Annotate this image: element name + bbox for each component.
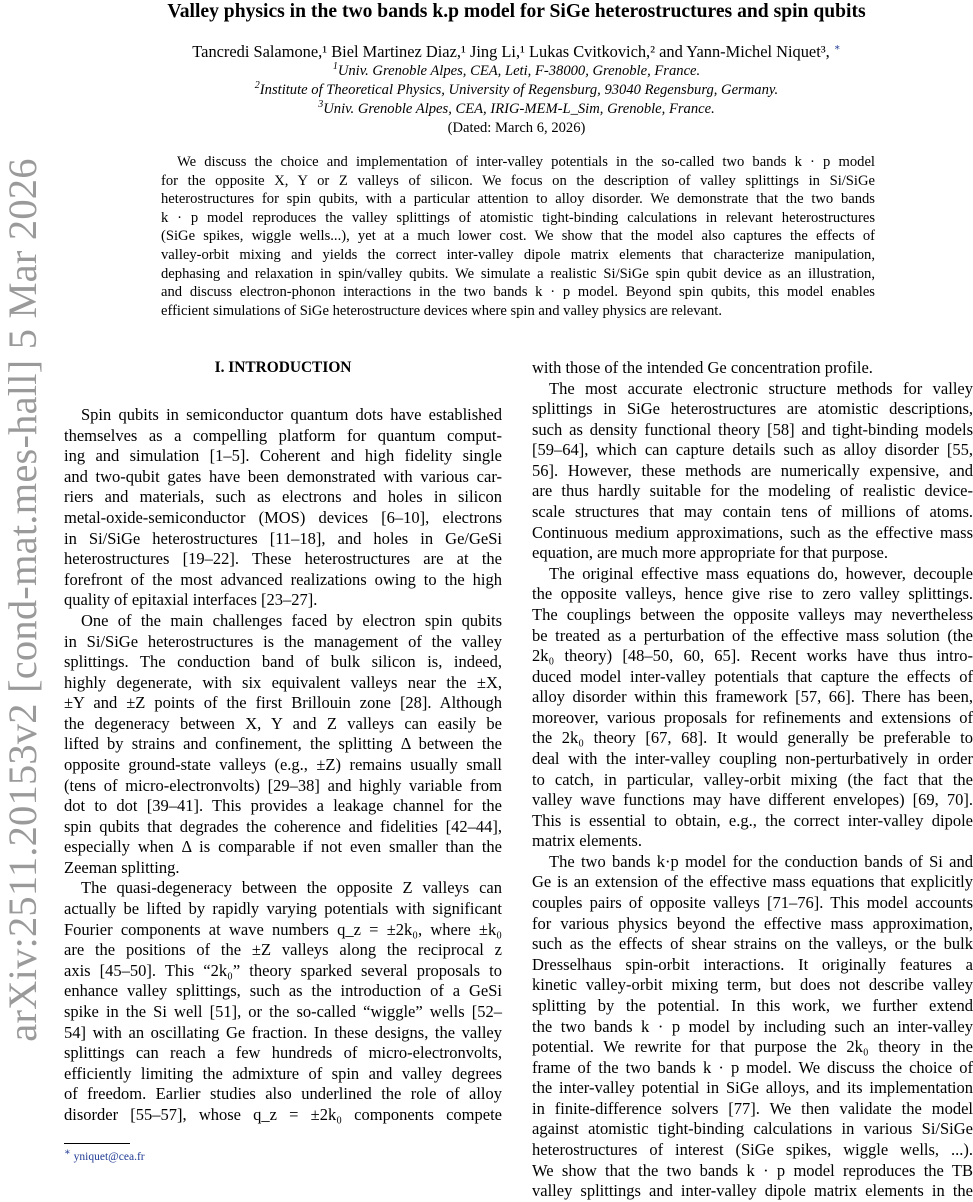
body-line: be treated as a perturbation of the effective mass solution (the (532, 625, 973, 645)
arxiv-stamp: arXiv:2511.20153v2 [cond-mat.mes-hall] 5 Mar 2026 (0, 158, 45, 1042)
footnote (64, 1147, 145, 1164)
abstract-line: efficient simulations of SiGe heterostructure devices where spin and valley physics are relevant. (161, 302, 722, 319)
body-line: such as the effects of shear strains on the valleys, or the bulk (532, 934, 973, 954)
body-line: 56]. However, these methods are numerically expensive, and (532, 460, 973, 480)
body-line: matrix elements. (532, 831, 642, 851)
left-column (64, 358, 502, 1125)
body-line: The two bands k·p model for the conduction bands of Si and (549, 851, 973, 871)
body-line: Continuous medium approximations, such as the effective mass (532, 522, 973, 542)
body-line: opposite ground-state valleys (e.g., ±Z) remains usually small (64, 754, 502, 774)
body-line: lifted by strains and confinement, the splitting Δ between the (64, 734, 502, 754)
body-line: axis [45–50]. This “2k₀” theory sparked several proposals to (64, 960, 502, 980)
body-line: Ge is an extension of the effective mass equations that explicitly (532, 872, 973, 892)
body-line: The quasi-degeneracy between the opposite Z valleys can (81, 878, 502, 898)
body-line: splitting by the potential. In this work, we further extend (532, 995, 973, 1015)
body-line: frame of the two bands k · p model. We discuss the choice of (532, 1057, 973, 1077)
body-line: enhance valley splittings, such as the introduction of a GeSi (64, 981, 502, 1001)
body-line: metal-oxide-semiconductor (MOS) devices [6–10], electrons (64, 508, 502, 528)
body-line: the two bands k · p model by including such an inter-valley (532, 1016, 973, 1036)
body-line: ing and simulation [1–5]. Coherent and high fidelity single (64, 446, 502, 466)
body-line: in Si/SiGe heterostructures is the management of the valley (64, 631, 502, 651)
body-line: splittings. The conduction band of bulk silicon is, indeed, (64, 652, 502, 672)
body-line: the inter-valley potential in SiGe alloys, and its implementation (532, 1078, 973, 1098)
body-line: deal with the inter-valley coupling non-perturbatively in order (532, 748, 973, 768)
body-line: are thus hardly suitable for the modeling of realistic device- (532, 481, 973, 501)
affiliation-2: $^2$Institute of Theoretical Physics, University of Regensburg, 93040 Regensburg, Germany. (254, 80, 779, 98)
abstract-line: heterostructures for spin qubits, with a particular attention to alloy disorder. We demonstrate that the two bands (161, 191, 875, 208)
body-line: especially when Δ is comparable if not even smaller than the (64, 837, 502, 857)
author-names: Tancredi Salamone,¹ Biel Martinez Diaz,¹ Jing Li,¹ Lukas Cvitkovich,² and Yann-Michel Niquet³, (192, 42, 830, 61)
body-line: heterostructures [19–22]. These heterostructures are at the (64, 549, 502, 569)
abstract-line: (SiGe spikes, wiggle wells...), yet at a much lower cost. We show that the model also captures the effects of (161, 228, 875, 245)
body-line: forefront of the most advanced realizations owing to the high (64, 569, 502, 589)
body-line: Dresselhaus spin-orbit interactions. It originally features a (532, 954, 973, 974)
body-line: such as density functional theory [58] and tight-binding models (532, 419, 973, 439)
body-line: kinetic valley-orbit mixing term, but does not describe valley (532, 975, 973, 995)
body-line: spike in the Si well [51], or the so-called “wiggle” wells [52– (64, 1001, 502, 1021)
body-line: Zeeman splitting. (64, 857, 180, 877)
abstract-line: k · p model reproduces the valley splittings of atomistic tight-binding calculations in relevant heterostructures (161, 209, 875, 226)
abstract-line: We discuss the choice and implementation of inter-valley potentials in the so-called two bands k · p model (177, 154, 875, 170)
body-line: for various physics beyond the effective mass approximation, (532, 913, 973, 933)
body-line: disorder [55–57], whose q_z = ±2k₀ components compete (64, 1104, 502, 1124)
body-line: The original effective mass equations do, however, decouple (549, 563, 973, 583)
body-line: The couplings between the opposite valleys may nevertheless (532, 604, 973, 624)
abstract-line: valley-orbit mixing and yields the correct inter-valley dipole matrix elements that characterize manipulation, (161, 246, 875, 263)
body-line: splittings in SiGe heterostructures are atomistic descriptions, (532, 399, 973, 419)
body-line: to catch, in particular, valley-orbit mixing (the fact that the (532, 769, 973, 789)
paper-title: Valley physics in the two bands k.p model for SiGe heterostructures and spin qubits (167, 1, 866, 22)
footnote-rule (64, 1143, 130, 1144)
body-line: duced model inter-valley potentials that capture the effects of (532, 666, 973, 686)
body-line: valley splittings and inter-valley dipole matrix elements in the (532, 1181, 973, 1201)
author-block (60, 42, 973, 138)
author-list (60, 42, 973, 62)
body-line: the degeneracy between X, Y and Z valleys can easily be (64, 713, 502, 733)
body-line: with those of the intended Ge concentration profile. (532, 358, 873, 377)
body-line: equation, are much more appropriate for that purpose. (532, 543, 888, 563)
body-line: themselves as a compelling platform for quantum comput- (64, 425, 502, 445)
email-link[interactable]: yniquet@cea.fr (73, 1151, 145, 1163)
abstract-line: dephasing and relaxation in spin/valley qubits. We simulate a realistic Si/SiGe spin qubit device as an illustration, (161, 265, 875, 282)
section-heading: I. INTRODUCTION (214, 359, 352, 376)
date-line: (Dated: March 6, 2026) (447, 120, 586, 136)
abstract-line: for the opposite X, Y or Z valleys of silicon. We focus on the description of valley splittings in Si/SiGe (161, 172, 875, 189)
body-line: scale structures that may contain tens of millions of atoms. (532, 502, 973, 522)
body-line: spin qubits that degrades the coherence and fidelities [42–44], (64, 816, 502, 836)
abstract-line: and discuss electron-phonon interactions in the two bands k · p model. Beyond spin qubits, this model enables (161, 284, 875, 301)
body-line: 54] with an oscillating Ge fraction. In these designs, the valley (64, 1022, 502, 1042)
body-line: the opposite valleys, hence give rise to zero valley splittings. (532, 584, 973, 604)
body-line: ±Y and ±Z points of the first Brillouin zone [28]. Although (64, 693, 502, 713)
right-column (532, 358, 973, 1202)
body-line: 2k₀ theory) [48–50, 60, 65]. Recent works have thus intro- (532, 646, 973, 666)
body-line: heterostructures of interest (SiGe spikes, wiggle wells, ...). (532, 1139, 973, 1159)
body-line: alloy disorder within this framework [57, 66]. There has been, (532, 687, 973, 707)
body-line: We show that the two bands k · p model reproduces the TB (532, 1160, 973, 1180)
body-line: the 2k₀ theory [67, 68]. It would generally be preferable to (532, 728, 973, 748)
body-line: dot to dot [39–41]. This provides a leakage channel for the (64, 796, 502, 816)
affiliation-3: $^3$Univ. Grenoble Alpes, CEA, IRIG-MEM-L_Sim, Grenoble, France. (318, 99, 715, 117)
affiliation-1: $^1$Univ. Grenoble Alpes, CEA, Leti, F-38000, Grenoble, France. (332, 61, 701, 79)
body-line: splittings can reach a few hundreds of micro-electronvolts, (64, 1043, 502, 1063)
body-line: The most accurate electronic structure methods for valley (549, 378, 973, 398)
body-line: actually be lifted by rapidly varying potentials with significant (64, 899, 502, 919)
body-line: riers and materials, such as electrons and holes in silicon (64, 487, 502, 507)
body-line: Spin qubits in semiconductor quantum dots have established (81, 405, 502, 425)
body-line: in finite-difference solvers [77]. We then validate the model (532, 1098, 973, 1118)
body-line: potential. We rewrite for that purpose the 2k₀ theory in the (532, 1037, 973, 1057)
body-line: quality of epitaxial interfaces [23–27]. (64, 590, 318, 610)
body-line: moreover, various proposals for refinements and extensions of (532, 707, 973, 727)
body-line: valley wave functions may have different envelopes) [69, 70]. (532, 790, 973, 810)
body-line: [59–64], which can capture details such as alloy disorder [55, (532, 440, 973, 460)
body-line: (tens of micro-electronvolts) [29–38] and highly variable from (64, 775, 502, 795)
footnote-mark: ∗ (64, 1147, 71, 1159)
body-line: of freedom. Earlier studies also underlined the role of alloy (64, 1084, 502, 1104)
body-line: This is essential to obtain, e.g., the correct inter-valley dipole (532, 810, 973, 830)
author-star[interactable]: ∗ (833, 42, 841, 54)
body-line: highly degenerate, with six equivalent valleys near the ±X, (64, 672, 502, 692)
body-line: couples pairs of opposite valleys [71–76]. This model accounts (532, 893, 973, 913)
body-line: are the positions of the ±Z valleys along the reciprocal z (64, 940, 502, 960)
body-line: and two-qubit gates have been demonstrated with various car- (64, 466, 502, 486)
body-line: One of the main challenges faced by electron spin qubits (81, 610, 502, 630)
body-line: Fourier components at wave numbers q_z = ±2k₀, where ±k₀ (64, 919, 502, 939)
body-line: efficiently limiting the admixture of spin and valley degrees (64, 1063, 502, 1083)
body-line: in Si/SiGe heterostructures [11–18], and holes in Ge/GeSi (64, 528, 502, 548)
body-line: against atomistic tight-binding calculations in various Si/SiGe (532, 1119, 973, 1139)
abstract (161, 153, 875, 320)
